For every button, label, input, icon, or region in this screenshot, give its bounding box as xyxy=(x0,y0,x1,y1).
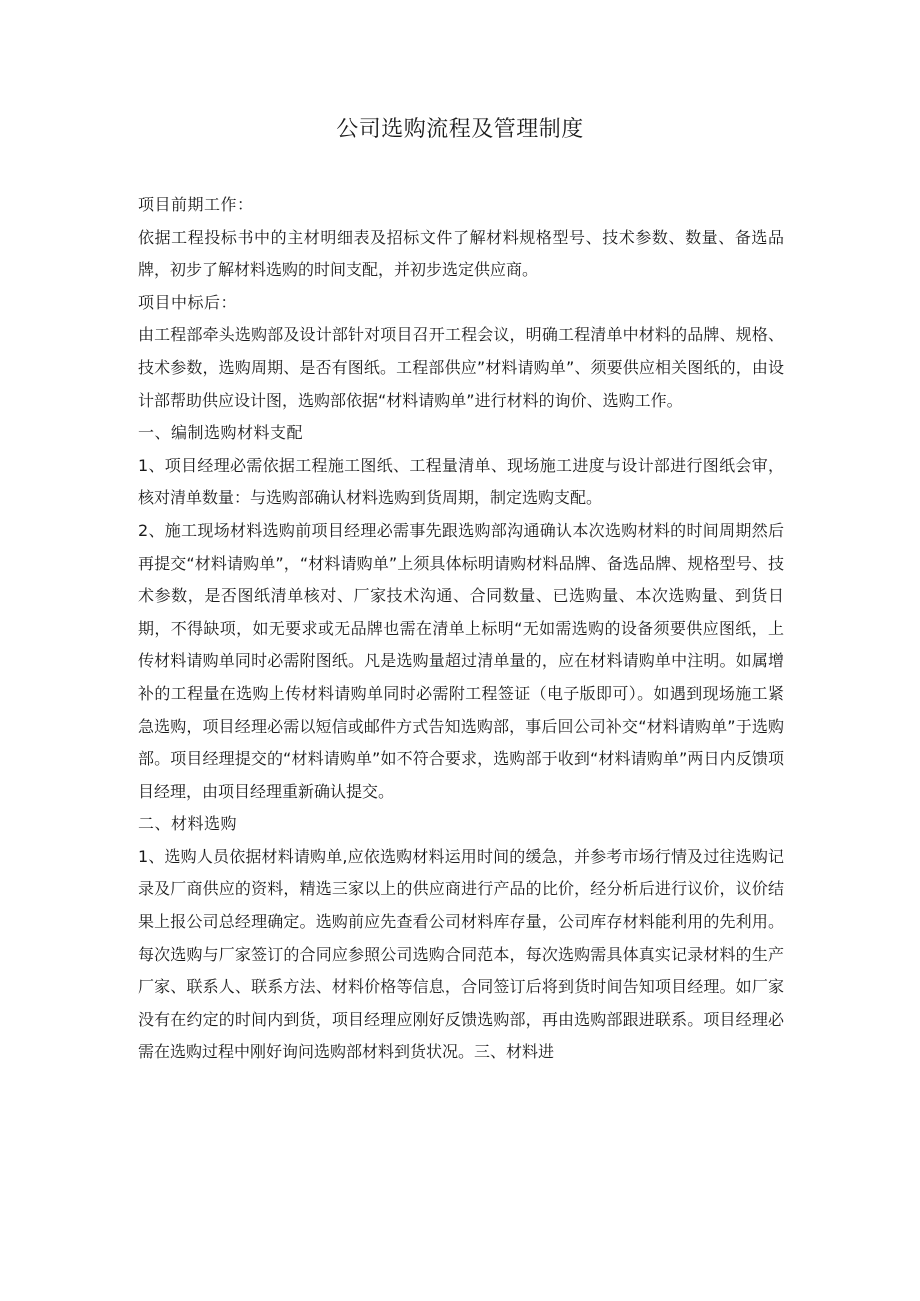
after-bid-heading: 项目中标后： xyxy=(138,292,238,312)
after-bid-paragraph: 由工程部牵头选购部及设计部针对项目召开工程会议，明确工程清单中材料的品牌、规格、技术参数，选购周期、是否有图纸。工程部供应”材料请购单”、须要供应相关图纸的，由设计部帮助供应设计图，选购部依据“材料请购单”进行材料的询价、选购工作。 xyxy=(138,325,784,410)
pre-project-paragraph: 依据工程投标书中的主材明细表及招标文件了解材料规格型号、技术参数、数量、备选品牌，初步了解材料选购的时间支配，并初步选定供应商。 xyxy=(138,227,784,280)
section1-item1: 1、项目经理必需依据工程施工图纸、工程量清单、现场施工进度与设计部进行图纸会审，核对清单数量：与选购部确认材料选购到货周期，制定选购支配。 xyxy=(138,455,784,508)
section1-heading: 一、编制选购材料支配 xyxy=(138,423,304,443)
page-title: 公司选购流程及管理制度 xyxy=(336,117,584,142)
section2-heading: 二、材料选购 xyxy=(138,814,238,834)
section1-item2: 2、施工现场材料选购前项目经理必需事先跟选购部沟通确认本次选购材料的时间周期然后再提交“材料请购单”，“材料请购单”上须具体标明请购材料品牌、备选品牌、规格型号、技术参数，是否图纸清单核对、厂家技术沟通、合同数量、已选购量、本次选购量、到货日期，不得缺项，如无要求或无品牌也需在清单上标明“无如需选购的设备须要供应图纸，上传材料请购单同时必需附图纸。凡是选购量超过清单量的，应在材料请购单中注明。如属增补的工程量在选购上传材料请购单同时必需附工程签证（电子版即可）。如遇到现场施工紧急选购，项目经理必需以短信或邮件方式告知选购部，事后回公司补交“材料请购单”于选购部。项目经理提交的“材料请购单”如不符合要求，选购部于收到“材料请购单”两日内反馈项目经理，由项目经理重新确认提交。 xyxy=(138,520,784,801)
pre-project-heading: 项目前期工作： xyxy=(138,195,254,214)
section2-item1: 1、选购人员依据材料请购单,应依选购材料运用时间的缓急，并参考市场行情及过往选购记录及厂商供应的资料，精选三家以上的供应商进行产品的比价，经分析后进行议价，议价结果上报公司总经理确定。选购前应先查看公司材料库存量，公司库存材料能利用的先利用。每次选购与厂家签订的合同应参照公司选购合同范本，每次选购需具体真实记录材料的生产厂家、联系人、联系方法、材料价格等信息，合同签订后将到货时间告知项目经理。如厂家没有在约定的时间内到货，项目经理应刚好反馈选购部，再由选购部跟进联系。项目经理必需在选购过程中刚好询问选购部材料到货状况。三、材料进 xyxy=(138,846,784,1062)
document-body xyxy=(138,189,784,1069)
